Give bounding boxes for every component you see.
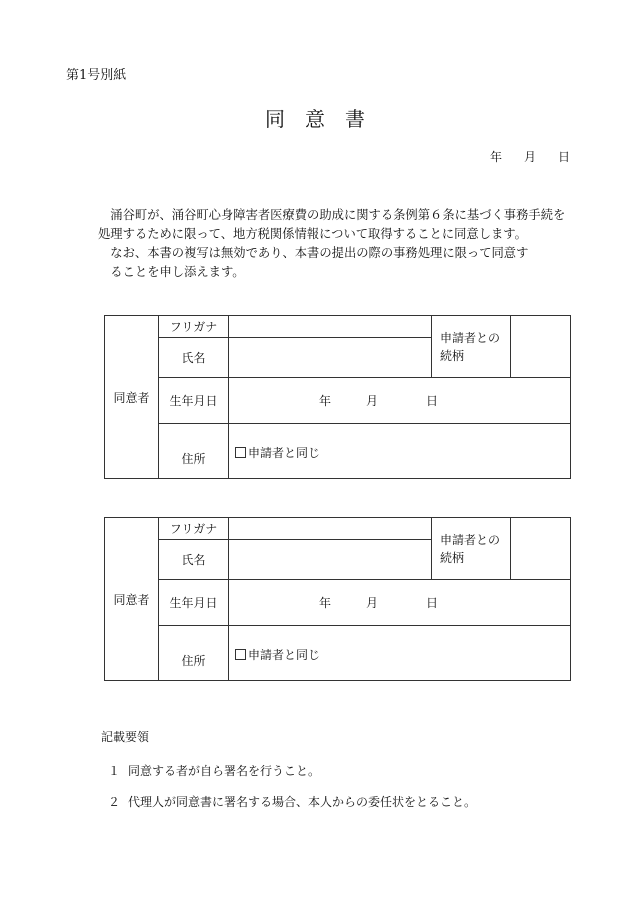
date-year: 年 (489, 150, 502, 164)
birthdate-label: 生年月日 (159, 378, 229, 424)
furigana-label: フリガナ (159, 518, 229, 540)
address-field[interactable] (229, 626, 571, 681)
checkbox-icon[interactable] (235, 649, 246, 660)
birthdate-label: 生年月日 (159, 580, 229, 626)
relation-label: 申請者との 続柄 (432, 518, 511, 580)
consent-paragraph-2: なお、本書の複写は無効であり、本書の提出の際の事務処理に限って同意す (110, 246, 529, 260)
note-item: ２ 代理人が同意書に署名する場合、本人からの委任状をとること。 (108, 795, 477, 809)
date-line (468, 148, 570, 165)
furigana-label: フリガナ (159, 316, 229, 338)
agreer-table-1 (104, 315, 571, 479)
consent-paragraph-1: 涌谷町が、涌谷町心身障害者医療費の助成に関する条例第６条に基づく事務手続を処理するために限って、地方税関係情報について取得することに同意します。 (98, 208, 566, 241)
name-field[interactable] (229, 540, 432, 580)
birthdate-field[interactable]: 年 月 日 (229, 378, 571, 424)
furigana-field[interactable] (229, 316, 432, 338)
agreer-table-2 (104, 517, 571, 681)
name-label: 氏名 (159, 338, 229, 378)
address-label: 住所 (159, 424, 229, 479)
consent-body (98, 206, 574, 282)
birthdate-field[interactable]: 年 月 日 (229, 580, 571, 626)
agreer-label: 同意者 (105, 316, 159, 479)
document-title: 同意書 (265, 107, 385, 131)
address-field[interactable] (229, 424, 571, 479)
date-month: 月 (523, 150, 536, 164)
agreer-label: 同意者 (105, 518, 159, 681)
note-item: １ 同意する者が自ら署名を行うこと。 (108, 764, 321, 778)
checkbox-icon[interactable] (235, 447, 246, 458)
form-number: 第1号別紙 (66, 68, 127, 83)
name-label: 氏名 (159, 540, 229, 580)
relation-field[interactable] (511, 518, 571, 580)
consent-paragraph-2-cont: ることを申し添えます。 (110, 265, 245, 279)
same-as-applicant-checkbox[interactable]: 申請者と同じ (229, 643, 570, 663)
name-field[interactable] (229, 338, 432, 378)
notes-heading: 記載要領 (101, 730, 150, 744)
furigana-field[interactable] (229, 518, 432, 540)
same-as-applicant-checkbox[interactable]: 申請者と同じ (229, 441, 570, 461)
address-label: 住所 (159, 626, 229, 681)
relation-field[interactable] (511, 316, 571, 378)
relation-label: 申請者との 続柄 (432, 316, 511, 378)
date-day: 日 (557, 150, 570, 164)
